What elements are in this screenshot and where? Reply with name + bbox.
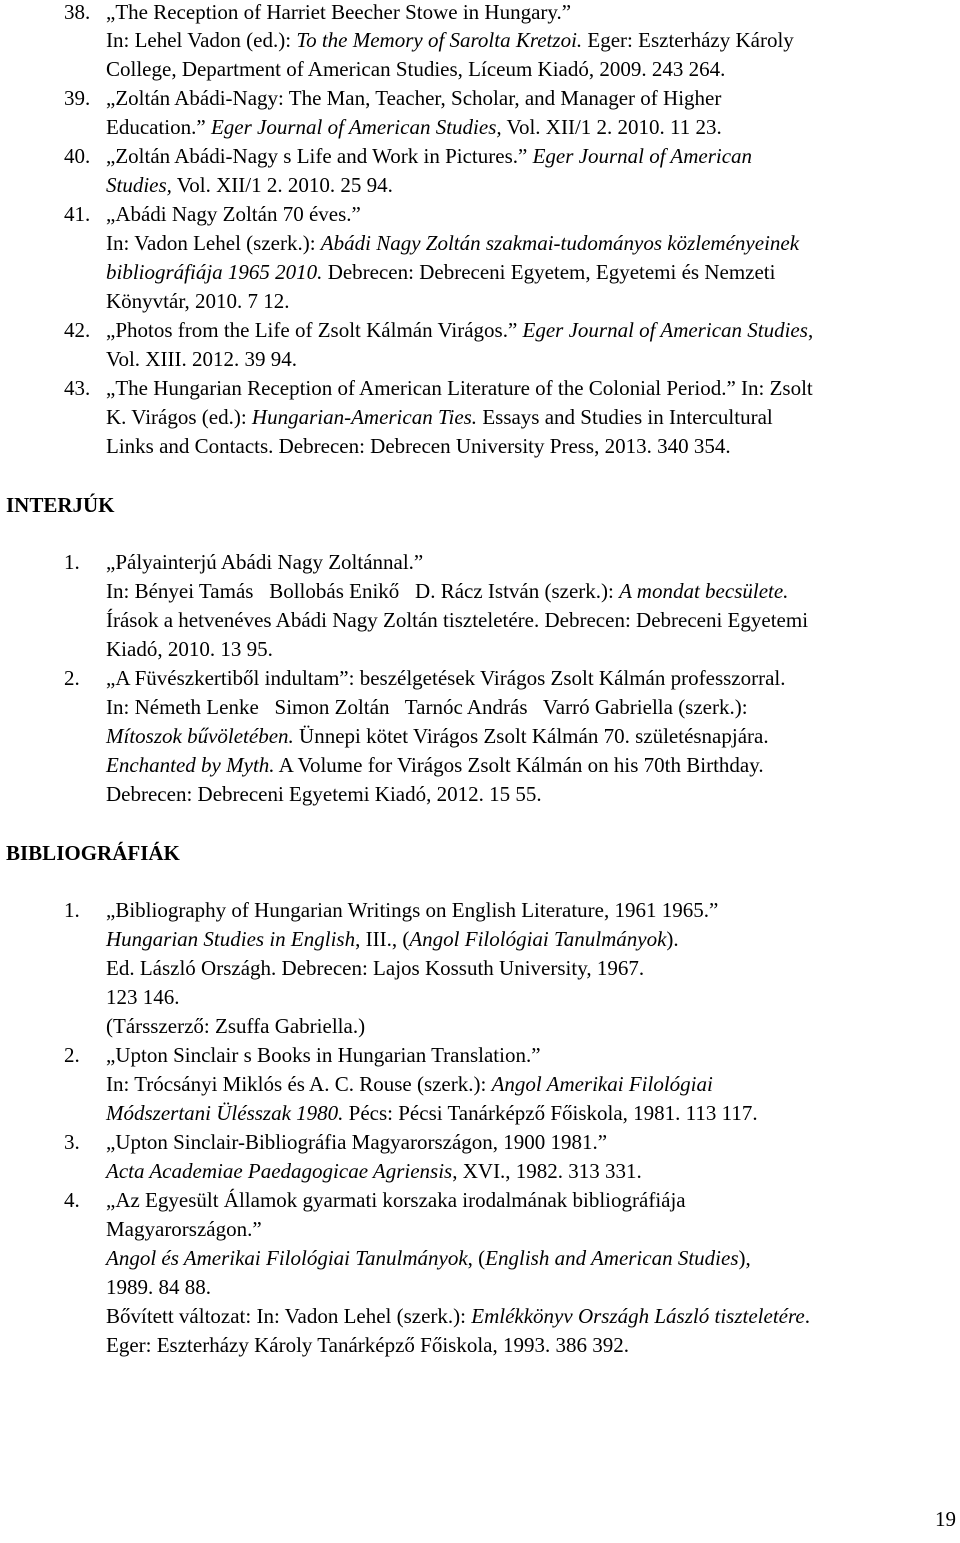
section-heading: INTERJÚK	[6, 493, 115, 517]
entry-line	[106, 751, 764, 780]
entry-number: 40.	[64, 144, 91, 168]
entry-number: 38.	[64, 0, 91, 24]
italic-title: Angol Amerikai Filológiai	[491, 1072, 713, 1096]
text-segment: Links and Contacts. Debrecen: Debrecen University Press, 2013. 340 354.	[106, 434, 731, 458]
entry-line	[106, 548, 423, 577]
entry-line	[106, 925, 679, 954]
entry-number: 3.	[64, 1130, 80, 1154]
italic-title: bibliográfiája 1965 2010.	[106, 260, 323, 284]
entry-line	[106, 229, 799, 258]
entry-line	[106, 1099, 758, 1128]
entry-line	[106, 403, 773, 432]
entry-line	[106, 1041, 541, 1070]
entry-number: 4.	[64, 1188, 80, 1212]
text-segment: College, Department of American Studies, Líceum Kiadó, 2009. 243 264.	[106, 57, 726, 81]
entry-line	[106, 780, 542, 809]
entry-number: 39.	[64, 86, 91, 110]
entry-line	[106, 26, 794, 55]
entry-line	[106, 1244, 751, 1273]
italic-title: Hungarian Studies in English	[106, 927, 356, 951]
text-segment: „Photos from the Life of Zsolt Kálmán Virágos.”	[106, 318, 523, 342]
text-segment: Könyvtár, 2010. 7 12.	[106, 289, 290, 313]
section-heading: BIBLIOGRÁFIÁK	[6, 841, 180, 865]
italic-title: Emlékkönyv Országh László tiszteletére	[471, 1304, 805, 1328]
entry-line	[106, 1302, 810, 1331]
entry-line	[106, 171, 393, 200]
entry-line	[106, 316, 813, 345]
text-segment: Pécs: Pécsi Tanárképző Főiskola, 1981. 113 117.	[343, 1101, 758, 1125]
entry-line	[106, 1128, 607, 1157]
entry-line	[106, 0, 571, 27]
text-segment: Ünnepi kötet Virágos Zsolt Kálmán 70. születésnapjára.	[293, 724, 769, 748]
italic-title: Angol és Amerikai Filológiai Tanulmányok	[106, 1246, 468, 1270]
entry-line	[106, 55, 725, 84]
italic-title: Enchanted by Myth.	[106, 753, 275, 777]
entry-line	[106, 896, 718, 925]
text-segment: „Abádi Nagy Zoltán 70 éves.”	[106, 202, 361, 226]
entry-number: 2.	[64, 1043, 80, 1067]
text-segment: In: Vadon Lehel (szerk.):	[106, 231, 321, 255]
entry-number: 2.	[64, 666, 80, 690]
entry-number: 1.	[64, 898, 80, 922]
italic-title: Eger Journal of American	[532, 144, 753, 168]
text-segment: Essays and Studies in Intercultural	[477, 405, 773, 429]
text-segment: „A Füvészkertiből indultam”: beszélgetések Virágos Zsolt Kálmán professzorral.	[106, 666, 786, 690]
text-segment: „The Reception of Harriet Beecher Stowe in Hungary.”	[106, 0, 572, 24]
italic-title: Eger Journal of American Studies,	[210, 115, 502, 139]
entry-line	[106, 1157, 642, 1186]
text-segment: Debrecen: Debreceni Egyetemi Kiadó, 2012. 15 55.	[106, 782, 542, 806]
text-segment: , (	[467, 1246, 486, 1270]
text-segment: Írások a hetvenéves Abádi Nagy Zoltán tiszteletére. Debrecen: Debreceni Egyetemi	[106, 608, 809, 632]
italic-title: Studies,	[106, 173, 172, 197]
italic-title: Módszertani Ülésszak 1980.	[106, 1101, 344, 1125]
text-segment: Ed. László Országh. Debrecen: Lajos Kossuth University, 1967.	[106, 956, 645, 980]
entry-line	[106, 577, 788, 606]
entry-line	[106, 1331, 629, 1360]
text-segment: „Az Egyesült Államok gyarmati korszaka irodalmának bibliográfiája	[106, 1188, 686, 1212]
text-segment: „Upton Sinclair s Books in Hungarian Translation.”	[106, 1043, 541, 1067]
entry-number: 1.	[64, 550, 80, 574]
entry-line	[106, 113, 722, 142]
italic-title: A mondat becsülete.	[619, 579, 789, 603]
entry-line	[106, 258, 775, 287]
text-segment: Debrecen: Debreceni Egyetem, Egyetemi és Nemzeti	[322, 260, 776, 284]
text-segment: A Volume for Virágos Zsolt Kálmán on his 70th Birthday.	[274, 753, 764, 777]
entry-line	[106, 1070, 713, 1099]
text-segment: Eger: Eszterházy Károly	[582, 28, 794, 52]
text-segment: „Pályainterjú Abádi Nagy Zoltánnal.”	[106, 550, 424, 574]
text-segment: , XVI., 1982. 313 331.	[452, 1159, 642, 1183]
entry-number: 41.	[64, 202, 91, 226]
page-number: 19	[935, 1507, 956, 1531]
entry-line	[106, 1215, 262, 1244]
italic-title: English and American Studies	[485, 1246, 739, 1270]
entry-line	[106, 200, 361, 229]
entry-number: 42.	[64, 318, 91, 342]
text-segment: Education.”	[106, 115, 211, 139]
text-segment: „Zoltán Abádi-Nagy s Life and Work in Pictures.”	[106, 144, 533, 168]
italic-title: Abádi Nagy Zoltán szakmai-tudományos közleményeinek	[320, 231, 800, 255]
italic-title: To the Memory of Sarolta Kretzoi.	[296, 28, 583, 52]
entry-line	[106, 345, 297, 374]
text-segment: ),	[738, 1246, 751, 1270]
text-segment: .	[804, 1304, 810, 1328]
text-segment: ,	[807, 318, 814, 342]
italic-title: Angol Filológiai Tanulmányok	[409, 927, 667, 951]
entry-line	[106, 983, 180, 1012]
text-segment: „Zoltán Abádi-Nagy: The Man, Teacher, Scholar, and Manager of Higher	[106, 86, 722, 110]
text-segment: Vol. XII/1 2. 2010. 11 23.	[501, 115, 722, 139]
text-segment: 123 146.	[106, 985, 180, 1009]
text-segment: , III., (	[355, 927, 410, 951]
entry-line	[106, 722, 769, 751]
entry-line	[106, 1186, 686, 1215]
italic-title: Eger Journal of American Studies	[522, 318, 808, 342]
text-segment: Magyarországon.”	[106, 1217, 262, 1241]
entry-line	[106, 1012, 365, 1041]
italic-title: Hungarian-American Ties.	[251, 405, 478, 429]
entry-line	[106, 84, 721, 113]
text-segment: „Upton Sinclair-Bibliográfia Magyarországon, 1900 1981.”	[106, 1130, 608, 1154]
italic-title: Acta Academiae Paedagogicae Agriensis	[106, 1159, 453, 1183]
text-segment: In: Trócsányi Miklós és A. C. Rouse (szerk.):	[106, 1072, 492, 1096]
text-segment: ).	[666, 927, 679, 951]
entry-line	[106, 432, 731, 461]
text-segment: „Bibliography of Hungarian Writings on English Literature, 1961 1965.”	[106, 898, 719, 922]
entry-line	[106, 635, 273, 664]
entry-line	[106, 664, 786, 693]
text-segment: Kiadó, 2010. 13 95.	[106, 637, 273, 661]
text-segment: Bővített változat: In: Vadon Lehel (szerk.):	[106, 1304, 472, 1328]
text-segment: In: Németh Lenke Simon Zoltán Tarnóc András Varró Gabriella (szerk.):	[106, 695, 748, 719]
entry-line	[106, 606, 808, 635]
text-segment: Eger: Eszterházy Károly Tanárképző Főiskola, 1993. 386 392.	[106, 1333, 630, 1357]
entry-line	[106, 287, 289, 316]
text-segment: 1989. 84 88.	[106, 1275, 211, 1299]
text-segment: K. Virágos (ed.):	[106, 405, 252, 429]
entry-line	[106, 1273, 211, 1302]
entry-line	[106, 954, 644, 983]
text-segment: In: Lehel Vadon (ed.):	[106, 28, 297, 52]
text-segment: „The Hungarian Reception of American Literature of the Colonial Period.” In: Zsolt	[106, 376, 813, 400]
text-segment: Vol. XII/1 2. 2010. 25 94.	[171, 173, 393, 197]
text-segment: (Társszerző: Zsuffa Gabriella.)	[106, 1014, 366, 1038]
entry-line	[106, 142, 752, 171]
entry-line	[106, 693, 748, 722]
entry-number: 43.	[64, 376, 91, 400]
text-segment: Vol. XIII. 2012. 39 94.	[106, 347, 297, 371]
italic-title: Mítoszok bűvöletében.	[106, 724, 294, 748]
entry-line	[106, 374, 813, 403]
text-segment: In: Bényei Tamás Bollobás Enikő D. Rácz István (szerk.):	[106, 579, 620, 603]
